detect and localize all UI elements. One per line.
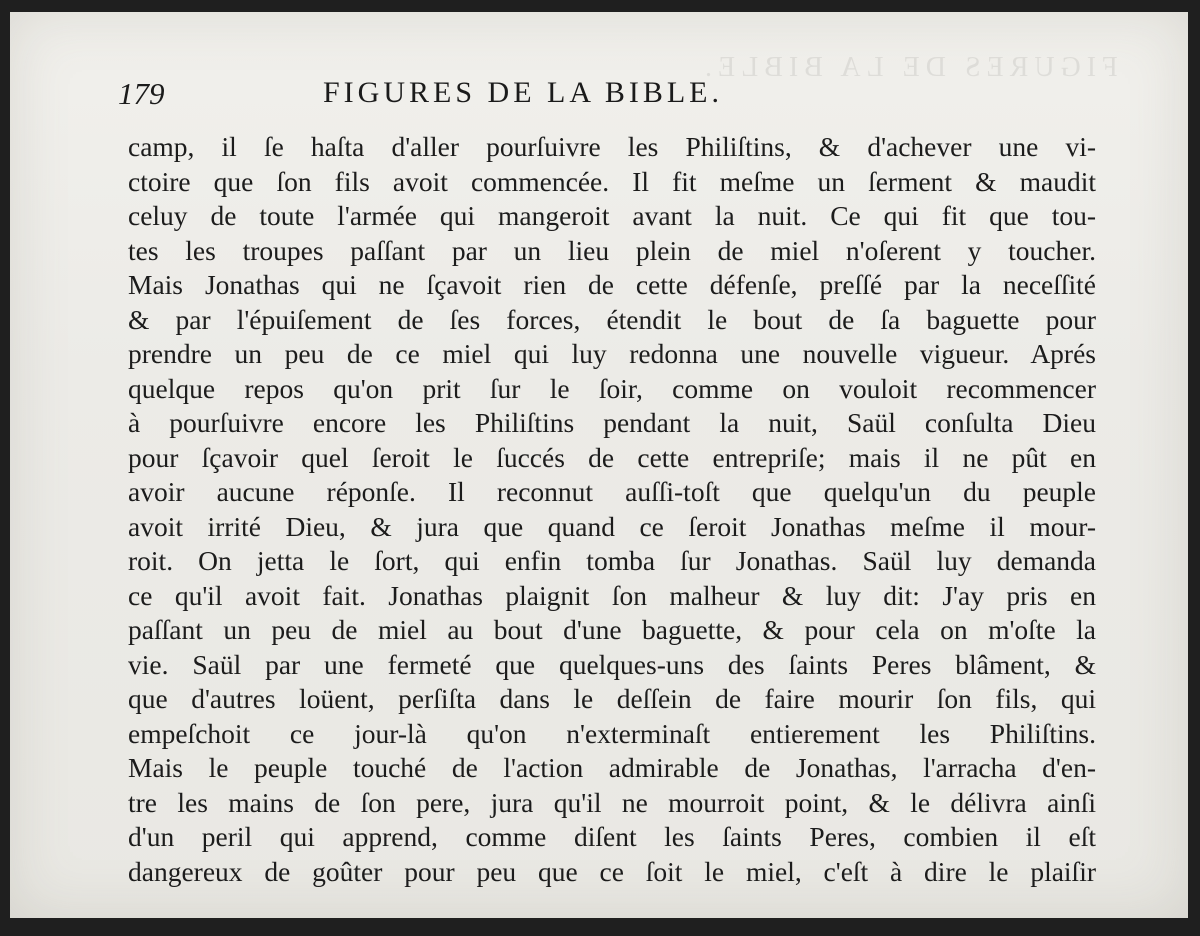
show-through-text: FIGURES DE LA BIBLE.: [699, 52, 1118, 83]
text-line: Mais Jonathas qui ne ſçavoit rien de cette défenſe, preſſé par la neceſſité: [128, 269, 1096, 300]
text-line: que d'autres loüent, perſiſta dans le deſſein de faire mourir ſon fils, qui: [128, 683, 1096, 714]
text-line: empeſchoit ce jour-là qu'on n'exterminaſt entierement les Philiſtins.: [128, 717, 1096, 749]
page-number: 179: [118, 76, 165, 111]
text-line: roit. On jetta le ſort, qui enfin tomba ſur Jonathas. Saül luy demanda: [128, 545, 1096, 576]
text-line: Mais le peuple touché de l'action admirable de Jonathas, l'arracha d'en-: [128, 752, 1096, 783]
book-page: [10, 12, 1188, 918]
text-line: celuy de toute l'armée qui mangeroit avant la nuit. Ce qui fit que tou-: [128, 200, 1096, 231]
text-line: camp, il ſe haſta d'aller pourſuivre les Philiſtins, & d'achever une vi-: [128, 131, 1096, 162]
text-line: & par l'épuiſement de ſes forces, étendit le bout de ſa baguette pour: [128, 303, 1096, 335]
text-line: ctoire que ſon fils avoit commencée. Il fit meſme un ſerment & maudit: [128, 165, 1096, 197]
text-line: dangereux de goûter pour peu que ce ſoit le miel, c'eſt à dire le plaiſir: [128, 855, 1096, 887]
text-line: quelque repos qu'on prit ſur le ſoir, comme on vouloit recommencer: [128, 372, 1096, 404]
body-text: [128, 130, 1096, 889]
text-line: à pourſuivre encore les Philiſtins pendant la nuit, Saül conſulta Dieu: [128, 407, 1096, 438]
text-line: d'un peril qui apprend, comme diſent les ſaints Peres, combien il eſt: [128, 821, 1096, 852]
text-line: prendre un peu de ce miel qui luy redonna une nouvelle vigueur. Aprés: [128, 338, 1096, 369]
text-line: tre les mains de ſon pere, jura qu'il ne mourroit point, & le délivra ainſi: [128, 786, 1096, 818]
page-header: [118, 76, 1098, 116]
text-line: avoir aucune réponſe. Il reconnut auſſi-toſt que quelqu'un du peuple: [128, 476, 1096, 507]
text-line: ce qu'il avoit fait. Jonathas plaignit ſon malheur & luy dit: J'ay pris en: [128, 579, 1096, 611]
text-line: vie. Saül par une fermeté que quelques-uns des ſaints Peres blâment, &: [128, 648, 1096, 680]
text-line: paſſant un peu de miel au bout d'une baguette, & pour cela on m'oſte la: [128, 614, 1096, 645]
text-line: avoit irrité Dieu, & jura que quand ce ſeroit Jonathas meſme il mour-: [128, 510, 1096, 542]
running-title: FIGURES DE LA BIBLE.: [323, 76, 724, 109]
text-line: tes les troupes paſſant par un lieu plein de miel n'oſerent y toucher.: [128, 234, 1096, 266]
text-line: pour ſçavoir quel ſeroit le ſuccés de cette entrepriſe; mais il ne pût en: [128, 441, 1096, 473]
